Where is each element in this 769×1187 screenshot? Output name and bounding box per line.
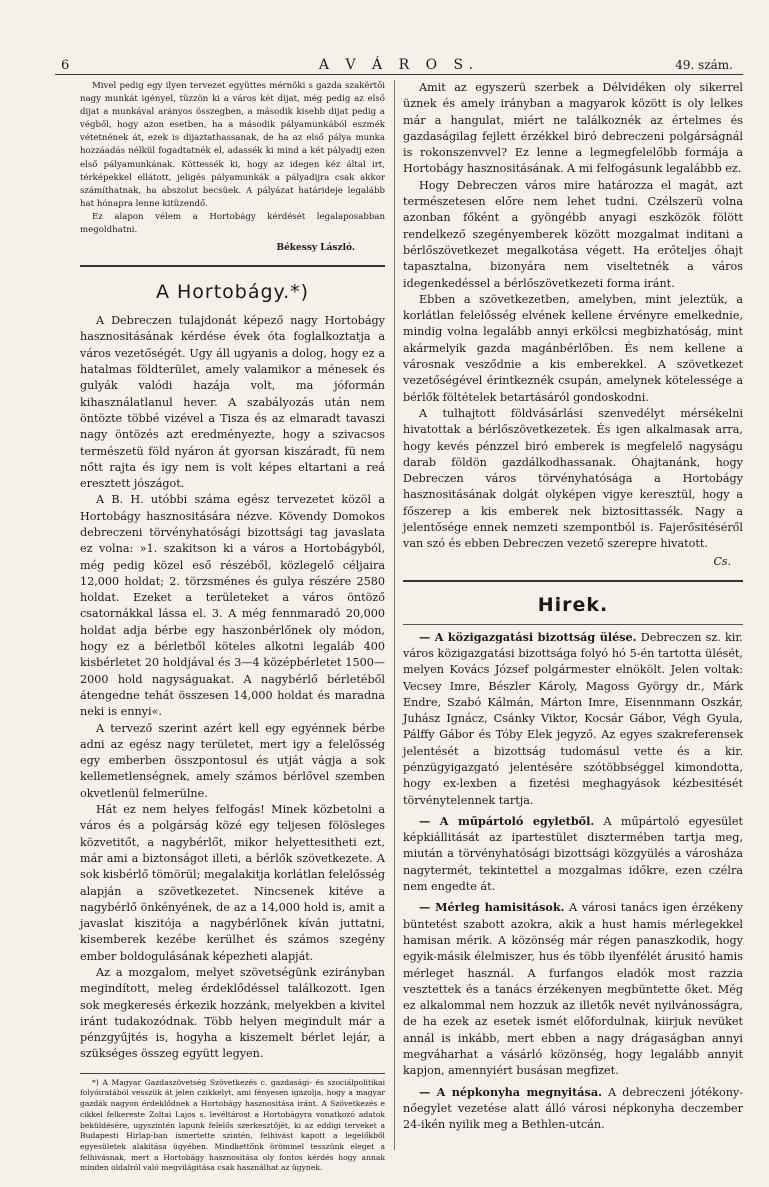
paper-title: A V Á R O S. <box>318 57 480 73</box>
section-rule <box>403 580 743 582</box>
news-item <box>403 899 743 1079</box>
intro-paragraph: Ez alapon vélem a Hortobágy kérdését legalaposabban megoldhatni. <box>80 211 385 236</box>
signature: Békessy László. <box>276 243 355 254</box>
article-paragraph: Ebben a szövetkezetben, amelyben, mint jeleztük, a korlátlan felelősség elvének kellene érvényre emelkednie, mindig volna legalább annyi erkölcsi megbizhatóság, mint akármelyik gazda magánbérlőben. És nem kellene a városnak vesződnie a kis emberekkel. A szövetkezet vezetőségével érintkeznék csupán, amelynek kötelessége a bérlők föltételek betartásáról gondoskodni. <box>403 292 743 404</box>
news-section-title: Hirek. <box>537 593 609 616</box>
column-divider <box>394 80 395 1150</box>
news-rule <box>403 624 743 625</box>
article-paragraph: A B. H. utóbbi száma egész tervezetet közöl a Hortobágy hasznositására nézve. Kövendy Domokos debreczeni törvényhatósági bizottsági tag javaslata ez volna: »1. szakitson ki a város a Hortobágyból, még pedig közel eső részéből, közlegelő céljaira 12,000 holdat; 2. törzsménes és gulya részére 2580 holdat. Ezeket a területeket a város öntöző csatornákkal lássa el. 3. A még fennmaradó 20,000 holdat adja bérbe egy haszonbérlőnek oly módon, hogy ez a bérletből köteles alkotni legaláb 400 kisbérletet 20 holdjával és 3—4 középbérletet 1500—2000 hold nagyságuakat. A nagybérlő bérletéből átengedne tehát összesen 14,000 holdat és maradna neki is ennyi«. <box>80 493 385 719</box>
news-item-text: A műpártoló egyesület képkiállitását az ipartestület disztermében tartja meg, miután a törvényhatósági bizottsági közgyülés a városháza nagytermét, tekintettel a mozgalmas időkre, ezen czélra nem engedte át. <box>403 814 744 894</box>
left-column <box>80 80 385 1174</box>
article-body <box>80 313 385 1063</box>
footnote-text: *) A Magyar Gazdaszövetség Szövetkezés c. gazdasági- és szociálpolitikai folyóiratából vesszük át jelen czikkelyt, ami fényesen igazolja, hogy a magyar gazdák nagyon érdeklődnek a Hortobágy hasznositása iránt. A Szövetkezés e cikkel felkereste Zoltai Lajos s. levéltárost a Hortobágyra vonatkozó adatok beküldésére, ugyszintén lapunk felelős szerkesztőjét, ki az eddigi terveket a Budapesti Hirlap-ban ismertette szintén, felhivást kapott a legelőkből egyesületek alakitása ügyében. Mindkettőnk örömmel tesszünk eleget a felhivásnak, mert a Hortobágy hasznositása oly fontos kérdés hogy annak minden oldalról való megvilágitása csak használhat az ügynek. <box>80 1077 385 1173</box>
footnote <box>80 1073 385 1174</box>
page-header <box>55 56 743 75</box>
news-item-title: — Mérleg hamisitások. <box>419 900 565 915</box>
intro-article <box>80 80 385 253</box>
news-item-text: Debreczen sz. kir. város közigazgatási bizottsága folyó hó 5-én tartotta ülését, melyen Kovács József polgármester elnökölt. Jelen voltak: Vecsey Imre, Bészler Károly, Magoss György dr., Márk Endre, Szabó Kálmán, Márton Imre, Eisennmann Oszkár, Juhász Ignácz, Csánky Viktor, Kocsár Gábor, Végh Gyula, Pálffy Gábor és Tóby Elek jegyző. Az egyes szakreferensek jelentését a bizottság tudomásul vette és a kir. pénzügyigazgató jelentésére szótöbbséggel kimondotta, hogy ex-lexben a fizetési meghagyások kézbesitését törvénytelennek tartja. <box>403 630 743 807</box>
news-item-title: — A közigazgatási bizottság ülése. <box>419 629 637 644</box>
news-item <box>403 813 743 895</box>
news-item-title: — A műpártoló egyletből. <box>419 813 595 828</box>
article-paragraph: Amit az egyszerü szerbek a Délvidéken oly sikerrel üznek és amely irányban a magyarok között is oly lelkes már a hangulat, miért ne találkoznék az értelmes és gazdaságilag fejlett érzékkel biró debreczeni polgárságnál is rokonszenvvel? Ez lenne a legmegfelelőbb formája a Hortobágy hasznositásának. A mi felfogásunk legalábbb ez. <box>403 81 743 176</box>
news-item-title: — A népkonyha megnyitása. <box>419 1084 602 1099</box>
article-title: A Hortobágy.*) <box>155 281 310 304</box>
news-item <box>403 1084 743 1134</box>
right-column <box>403 80 743 1134</box>
section-rule <box>80 265 385 267</box>
page-number: 6 <box>61 58 70 73</box>
article-paragraph: A Debreczen tulajdonát képező nagy Hortobágy hasznositásának kérdése évek óta foglalkoztatja a város vezetőségét. Ugy áll ugyanis a dolog, hogy ez a hatalmas földterület, amely valamikor a ménesek és gulyák valódi hazája volt, ma jóformán kihasználatlanul hever. A szabályozás után nem öntözte többé vizével a Tisza és az elmaradt tavaszi nagy öntözés azt eredményezte, hogy a szivacsos természetü föld nyáron át gyorsan kiszáradt, fü nem nőtt rajta és igy nem is volt képes eltartani a reá eresztett jószágot. <box>80 314 385 491</box>
news-item-text: A városi tanács igen érzékeny büntetést szabott azokra, akik a hust hamis mérlegekkel hamisan mérik. A közönség már régen panaszkodik, hogy egyik-másik élelmiszer, hus és több ilyenfélét árusitó hamis mérleget használ. A furfangos eladók most razzia vesztettek és a tanács érzékenyen megbüntette őket. Még ez alkalommal nem hozzuk az illetők nevét nyilvánosságra, de ha ezek az esetek ismét előfordulnak, kiirjuk nevüket annál is inkább, mert ebben a nagy drágaságban annyi megváharhat a vásárló közönség, hogy legalább annyit kapjon, amennyiért busásan megfizet. <box>403 901 743 1078</box>
issue-number: 49. szám. <box>675 58 733 72</box>
article-paragraph: Hogy Debreczen város mire határozza el magát, azt természetesen előre nem lehet tudni. Czélszerü volna azonban főként a gyöngébb anyagi eszközök fölött rendelkező szegényemberek között mozgalmat inditani a bérlőszövetkezet megalkotása végett. Ha erőteljes óhajt tapasztalna, bizonyára nem viseltetnék a város idegenkedéssel a bérlőszövetkezeti forma iránt. <box>403 178 743 290</box>
article-paragraph: Az a mozgalom, melyet szövetségünk ezirányban megindított, meleg érdeklődéssel találkozott. Igen sok megkeresés érkezik hozzánk, melyekben a kivitel iránt tudakozódnak. Több helyen megindult már a pénzgyűjtés is, hogyha a kiszemelt bérlet lejár, a szükséges összeg együtt legyen. <box>80 966 385 1061</box>
news-item <box>403 629 743 809</box>
article-paragraph: A tulhajtott földvásárlási szenvedélyt mérsékelni hivatottak a bérlőszövetkezetek. És igen alkalmasak arra, hogy kevés pénzzel biró emberek is megfelelő nagyságu darab földön gazdálkodhassanak. Óhajtanánk, hogy Debreczen város törvényhatósága a Hortobágy hasznositásának dolgát olyképen vigye keresztül, hogy a főszerep a kis emberek nek biztosittassék. Nagy a jelentősége ennek nemzeti szempontból is. Fajerősitéséről van szó és ebben Debreczen vezető szerepre hivatott. <box>403 406 743 551</box>
article-paragraph: A tervező szerint azért kell egy egyénnek bérbe adni az egész nagy területet, mert igy a felelősség egy emberben összpontosul és utját vágja a sok kellemetlenségnek, amely számos bérlővel szemben okvetlenül felmerülne. <box>80 721 385 800</box>
author-initials: Cs. <box>713 554 731 568</box>
article-continuation <box>403 80 743 553</box>
article-paragraph: Hát ez nem helyes felfogás! Minek közbetolni a város és a polgárság közé egy teljesen fölösleges közvetitőt, a nagybérlőt, mikor helyettesitheti ezt, már ami a biztonságot illeti, a bérlők szövetkezete. A sok kisbérlő tömörül; megalakitja korlátlan felelősség alapján a szövetkezetet. Nincsenek kitéve a nagybérlő önkényének, de az a 14,000 hold is, amit a javaslat kiszitója a nagybérlőnek kíván juttatni, kisemberek kezébe kerülhet és számos szegény ember boldogulásának képezheti alapját. <box>80 803 385 963</box>
intro-paragraph: Mivel pedig egy ilyen tervezet együttes mérnöki s gazda szakértői nagy munkát igényel, tüzzön ki a város két dijat, még pedig az első dijat a munkával arányos összegben, a második kisebb dijat pedig a végből, hogy azon esetben, ha a második pályamunkából eszmék vétetnének át, ezek is dijaztathassanak, de ha az első pálya munka hozzáadás nélkül fogadtatnék el, adassék ki mind a két pályadij ezen első pályamunkának. Köttessék ki, hogy az idegen kéz által irt, térképekkel ellátott, jeligés pályamunkák a pályadijra csak akkor számíthatnak, ha abszolut becsüek. A pályázat határideje legalább hat hónapra lenne kitüzendő. <box>80 81 385 209</box>
news-list <box>403 629 743 1134</box>
news-item-text: A debreczeni jótékony-nőegylet vezetése alatt álló városi népkonyha deczember 24-ikén nyilik meg a Bethlen-utcán. <box>403 1085 743 1132</box>
